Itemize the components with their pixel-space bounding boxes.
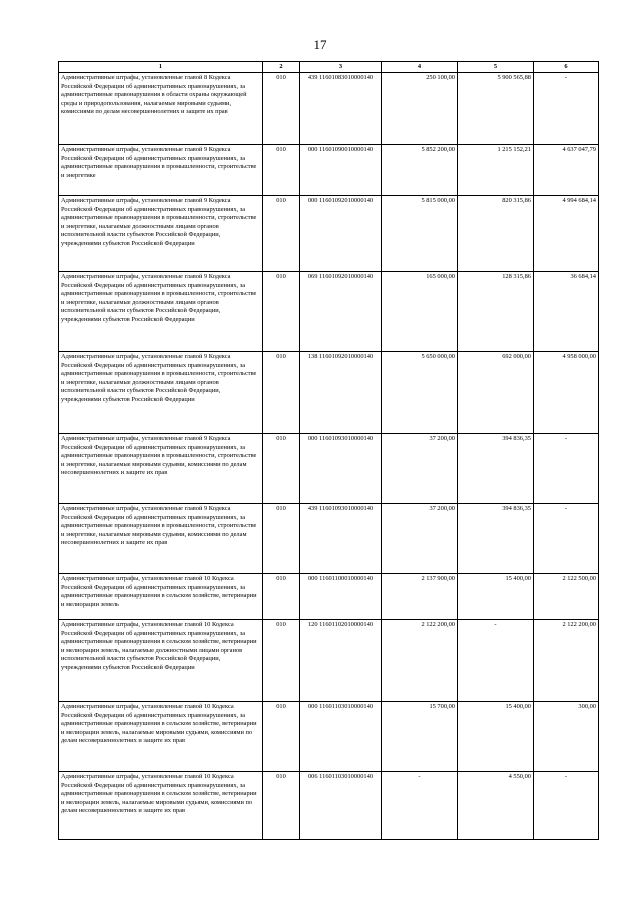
- table-row: [59, 145, 599, 196]
- unexecuted-amount-cell: 2 122 200,00: [534, 620, 599, 702]
- line-code-cell: 010: [263, 145, 300, 196]
- budget-code-cell: 069 11601092010000140: [300, 272, 382, 352]
- row-name-cell: Административные штрафы, установленные главой 9 Кодекса Российской Федерации об административных правонарушениях, за административные правонарушения в промышленности, строительстве и энергетике, налагаемые мировыми судьями, комиссиями по делам несовершеннолетних и защите их прав: [59, 504, 263, 574]
- column-header: 3: [300, 62, 382, 73]
- approved-amount-cell: 165 000,00: [382, 272, 458, 352]
- row-name-cell: Административные штрафы, установленные главой 10 Кодекса Российской Федерации об административных правонарушениях, за административные правонарушения в сельском хозяйстве, ветеринарии и мелиорации земель, налагаемые мировыми судьями, комиссиями по делам несовершеннолетних и защите их прав: [59, 772, 263, 840]
- unexecuted-amount-cell: -: [534, 504, 599, 574]
- unexecuted-amount-cell: -: [534, 434, 599, 504]
- budget-code-cell: 439 11601083010000140: [300, 73, 382, 145]
- executed-amount-cell: 820 315,86: [458, 196, 534, 272]
- line-code-cell: 010: [263, 73, 300, 145]
- table-row: [59, 434, 599, 504]
- column-header: 5: [458, 62, 534, 73]
- line-code-cell: 010: [263, 574, 300, 620]
- column-header: 6: [534, 62, 599, 73]
- table-row: [59, 272, 599, 352]
- executed-amount-cell: 394 836,35: [458, 504, 534, 574]
- budget-code-cell: 000 11601092010000140: [300, 196, 382, 272]
- line-code-cell: 010: [263, 504, 300, 574]
- unexecuted-amount-cell: 36 684,14: [534, 272, 599, 352]
- report-table: [58, 61, 599, 840]
- row-name-cell: Административные штрафы, установленные главой 9 Кодекса Российской Федерации об административных правонарушениях, за административные правонарушения в промышленности, строительстве и энергетике, налагаемые должностными лицами органов исполнительной власти субъектов Российской Федерации, учреждениями субъектов Российской Федерации: [59, 352, 263, 434]
- table-row: [59, 504, 599, 574]
- row-name-cell: Административные штрафы, установленные главой 9 Кодекса Российской Федерации об административных правонарушениях, за административные правонарушения в промышленности, строительстве и энергетике, налагаемые мировыми судьями, комиссиями по делам несовершеннолетних и защите их прав: [59, 434, 263, 504]
- header-row: [59, 62, 599, 73]
- unexecuted-amount-cell: 4 994 684,14: [534, 196, 599, 272]
- executed-amount-cell: 1 215 152,21: [458, 145, 534, 196]
- executed-amount-cell: 4 550,00: [458, 772, 534, 840]
- table-row: [59, 702, 599, 772]
- budget-code-cell: 006 11601103010000140: [300, 772, 382, 840]
- executed-amount-cell: 128 315,86: [458, 272, 534, 352]
- executed-amount-cell: 394 836,35: [458, 434, 534, 504]
- approved-amount-cell: 2 122 200,00: [382, 620, 458, 702]
- executed-amount-cell: 15 400,00: [458, 702, 534, 772]
- line-code-cell: 010: [263, 272, 300, 352]
- line-code-cell: 010: [263, 772, 300, 840]
- approved-amount-cell: 5 650 000,00: [382, 352, 458, 434]
- table-row: [59, 620, 599, 702]
- line-code-cell: 010: [263, 196, 300, 272]
- line-code-cell: 010: [263, 352, 300, 434]
- budget-code-cell: 120 11601102010000140: [300, 620, 382, 702]
- row-name-cell: Административные штрафы, установленные главой 8 Кодекса Российской Федерации об административных правонарушениях, за административные правонарушения в области охраны окружающей среды и природопользования, налагаемые мировыми судьями, комиссиями по делам несовершеннолетних и защите их прав: [59, 73, 263, 145]
- page-number: 17: [313, 37, 327, 52]
- unexecuted-amount-cell: 2 122 500,00: [534, 574, 599, 620]
- executed-amount-cell: -: [458, 620, 534, 702]
- table-row: [59, 196, 599, 272]
- table-row: [59, 772, 599, 840]
- budget-code-cell: 439 11601093010000140: [300, 504, 382, 574]
- approved-amount-cell: 250 100,00: [382, 73, 458, 145]
- unexecuted-amount-cell: -: [534, 772, 599, 840]
- line-code-cell: 010: [263, 620, 300, 702]
- executed-amount-cell: 15 400,00: [458, 574, 534, 620]
- approved-amount-cell: 37 200,00: [382, 434, 458, 504]
- unexecuted-amount-cell: 4 958 000,00: [534, 352, 599, 434]
- unexecuted-amount-cell: -: [534, 73, 599, 145]
- table-row: [59, 352, 599, 434]
- row-name-cell: Административные штрафы, установленные главой 9 Кодекса Российской Федерации об административных правонарушениях, за административные правонарушения в промышленности, строительстве и энергетике, налагаемые должностными лицами органов исполнительной власти субъектов Российской Федерации, учреждениями субъектов Российской Федерации: [59, 272, 263, 352]
- approved-amount-cell: 2 137 900,00: [382, 574, 458, 620]
- line-code-cell: 010: [263, 702, 300, 772]
- row-name-cell: Административные штрафы, установленные главой 9 Кодекса Российской Федерации об административных правонарушениях, за административные правонарушения в промышленности, строительстве и энергетике, налагаемые должностными лицами органов исполнительной власти субъектов Российской Федерации, учреждениями субъектов Российской Федерации: [59, 196, 263, 272]
- column-header: 4: [382, 62, 458, 73]
- budget-code-cell: 138 11601092010000140: [300, 352, 382, 434]
- approved-amount-cell: 5 852 200,00: [382, 145, 458, 196]
- budget-code-cell: 000 11601100010000140: [300, 574, 382, 620]
- column-header: 2: [263, 62, 300, 73]
- budget-code-cell: 000 11601093010000140: [300, 434, 382, 504]
- unexecuted-amount-cell: 300,00: [534, 702, 599, 772]
- row-name-cell: Административные штрафы, установленные главой 10 Кодекса Российской Федерации об административных правонарушениях, за административные правонарушения в сельском хозяйстве, ветеринарии и мелиорации земель: [59, 574, 263, 620]
- approved-amount-cell: 15 700,00: [382, 702, 458, 772]
- approved-amount-cell: 5 815 000,00: [382, 196, 458, 272]
- line-code-cell: 010: [263, 434, 300, 504]
- unexecuted-amount-cell: 4 637 047,79: [534, 145, 599, 196]
- table-row: [59, 73, 599, 145]
- table-row: [59, 574, 599, 620]
- budget-code-cell: 000 11601103010000140: [300, 702, 382, 772]
- approved-amount-cell: 37 200,00: [382, 504, 458, 574]
- budget-code-cell: 000 11601090010000140: [300, 145, 382, 196]
- column-header: 1: [59, 62, 263, 73]
- row-name-cell: Административные штрафы, установленные главой 10 Кодекса Российской Федерации об административных правонарушениях, за административные правонарушения в сельском хозяйстве, ветеринарии и мелиорации земель, налагаемые мировыми судьями, комиссиями по делам несовершеннолетних и защите их прав: [59, 702, 263, 772]
- executed-amount-cell: 692 000,00: [458, 352, 534, 434]
- executed-amount-cell: 5 900 565,88: [458, 73, 534, 145]
- approved-amount-cell: -: [382, 772, 458, 840]
- row-name-cell: Административные штрафы, установленные главой 9 Кодекса Российской Федерации об административных правонарушениях, за административные правонарушения в промышленности, строительстве и энергетике: [59, 145, 263, 196]
- row-name-cell: Административные штрафы, установленные главой 10 Кодекса Российской Федерации об административных правонарушениях, за административные правонарушения в сельском хозяйстве, ветеринарии и мелиорации земель, налагаемые должностными лицами органов исполнительной власти субъектов Российской Федерации, учреждениями субъектов Российской Федерации: [59, 620, 263, 702]
